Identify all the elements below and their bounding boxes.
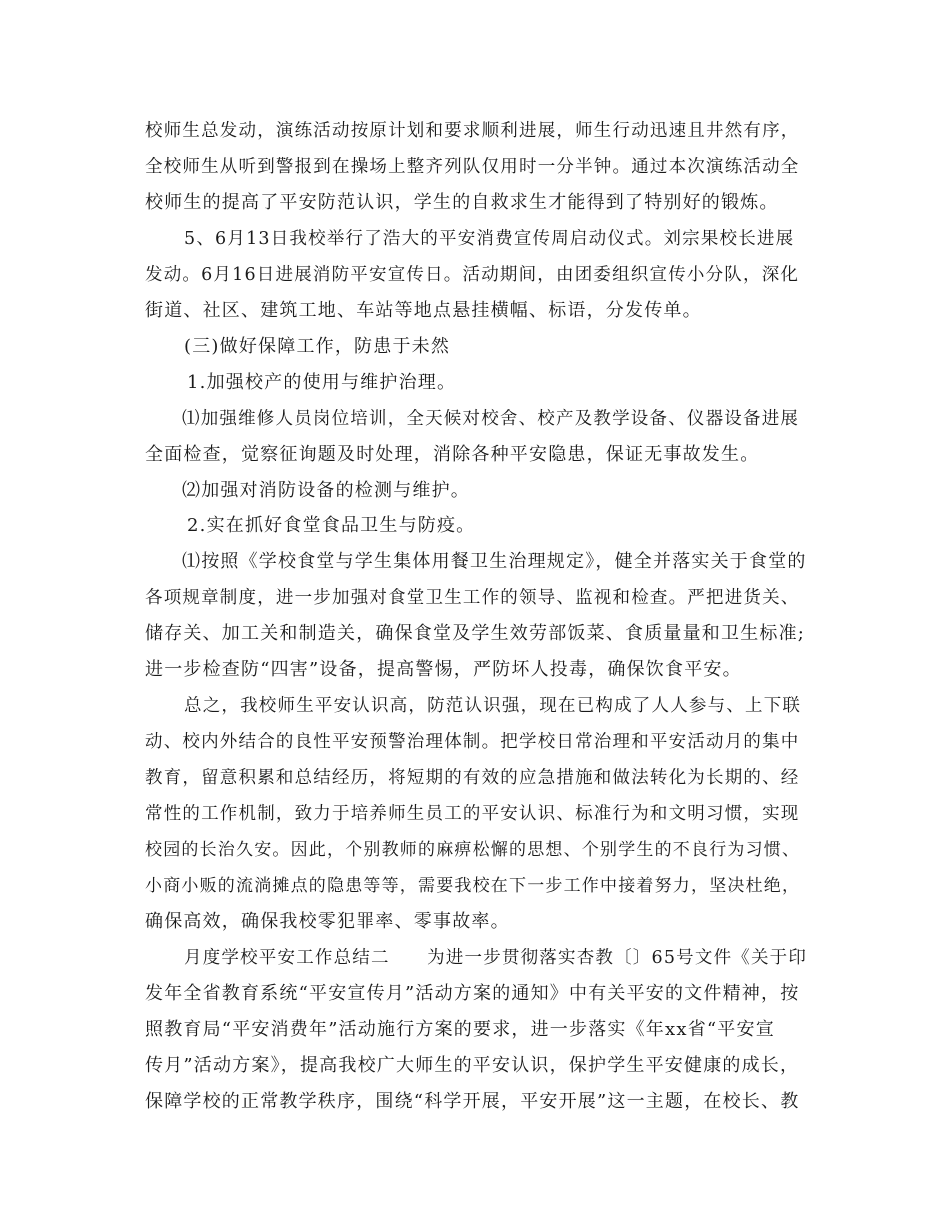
text-line: 确保高效，确保我校零犯罪率、零事故率。 <box>145 911 510 932</box>
text-line: 街道、社区、建筑工地、车站等地点悬挂横幅、标语，分发传单。 <box>145 300 702 321</box>
subsection-heading: 2.实在抓好食堂食品卫生与防疫。 <box>187 515 476 536</box>
text-line: 全面检查，觉察征询题及时处理，消除各种平安隐患，保证无事故发生。 <box>145 444 760 465</box>
text-line: 各项规章制度，进一步加强对食堂卫生工作的领导、监视和检查。严把进货关、 <box>145 588 800 608</box>
text-line: 总之，我校师生平安认识高，防范认识强，现在已构成了人人参与、上下联 <box>184 696 802 716</box>
text-line: 教育，留意积累和总结经历，将短期的有效的应急措施和做法转化为长期的、经 <box>145 768 800 788</box>
text-line: 小商小贩的流淌摊点的隐患等等，需要我校在下一步工作中接着努力，坚决杜绝， <box>145 876 801 896</box>
text-line: ⑴加强维修人员岗位培训，全天候对校舍、校产及教学设备、仪器设备进展 <box>182 409 800 429</box>
text-line: 常性的工作机制，致力于培养师生员工的平安认识、标准行为和文明习惯，实现 <box>145 804 800 824</box>
text-line: 全校师生从听到警报到在操场上整齐列队仅用时一分半钟。通过本次演练活动全 <box>145 157 800 177</box>
text-line: 校师生总发动，演练活动按原计划和要求顺利进展，师生行动迅速且井然有序， <box>145 121 800 141</box>
text-line: 储存关、加工关和制造关，确保食堂及学生效劳部饭菜、食质量量和卫生标准; <box>145 623 806 644</box>
text-line: 发年全省教育系统“平安宣传月”活动方案的通知》中有关平安的文件精神，按 <box>145 983 800 1004</box>
subsection-heading: 1.加强校产的使用与维护治理。 <box>187 372 457 393</box>
text-line: 保障学校的正常教学秩序，围绕“科学开展，平安开展”这一主题，在校长、教 <box>145 1091 800 1112</box>
text-line: 动、校内外结合的良性平安预警治理体制。把学校日常治理和平安活动月的集中 <box>145 732 800 752</box>
text-line: 校师生的提高了平安防范认识，学生的自救求生才能得到了特别好的锻炼。 <box>145 192 779 213</box>
text-line: 发动。6月16日进展消防平安宣传日。活动期间，由团委组织宣传小分队，深化 <box>145 265 800 285</box>
section-heading: (三)做好保障工作，防患于未然 <box>184 336 451 357</box>
text-line: 传月”活动方案》，提高我校广大师生的平安认识，保护学生平安健康的成长， <box>145 1055 800 1076</box>
section-title-line: 月度学校平安工作总结二 为进一步贯彻落实杏教〔〕65号文件《关于印 <box>184 948 808 968</box>
text-line: ⑵加强对消防设备的检测与维护。 <box>182 480 470 501</box>
text-line: 进一步检查防“四害”设备，提高警惕，严防坏人投毒，确保饮食平安。 <box>145 659 742 680</box>
text-line: 照教育局“平安消费年”活动施行方案的要求，进一步落实《年xx省“平安宣 <box>145 1019 775 1040</box>
text-line: 5、6月13日我校举行了浩大的平安消费宣传周启动仪式。刘宗果校长进展 <box>184 229 795 249</box>
text-line: 校园的长治久安。因此，个别教师的麻痹松懈的思想、个别学生的不良行为习惯、 <box>145 840 801 860</box>
text-line: ⑴按照《学校食堂与学生集体用餐卫生治理规定》，健全并落实关于食堂的 <box>182 551 807 572</box>
